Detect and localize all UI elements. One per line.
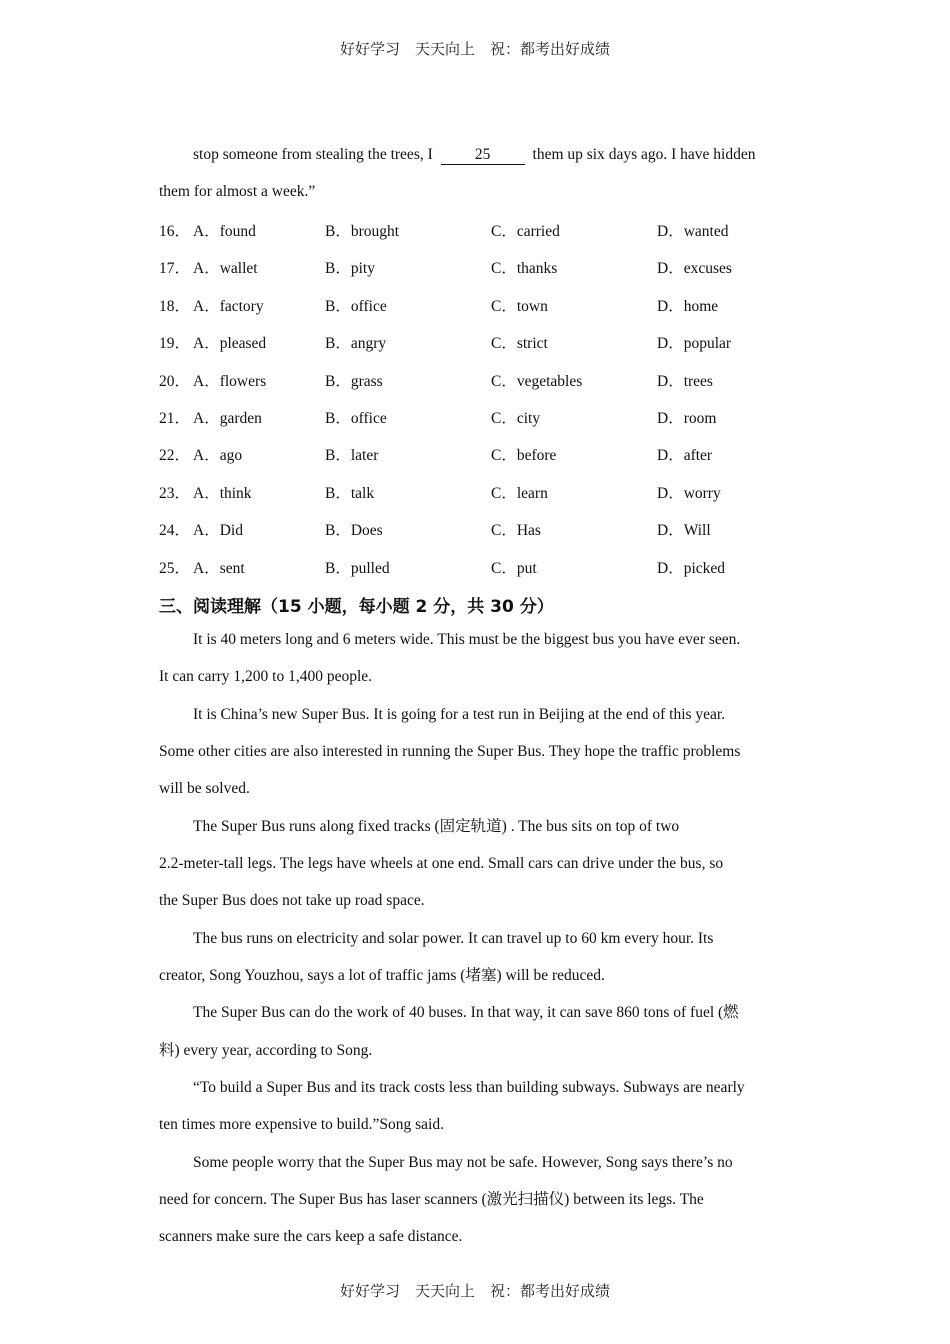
option-a: A．factory [193, 298, 264, 315]
question-number: 21． [159, 410, 191, 427]
option-c: C．carried [491, 223, 560, 240]
option-b: B．talk [325, 485, 375, 502]
question-row [159, 294, 819, 316]
reading-line: creator, Song Youzhou, says a lot of traffic jams (堵塞) will be reduced. [159, 967, 605, 984]
question-row [159, 331, 819, 353]
option-b: B．grass [325, 373, 383, 390]
question-number: 18． [159, 298, 191, 315]
option-a: A．sent [193, 560, 245, 577]
question-number: 20． [159, 373, 191, 390]
option-a: A．wallet [193, 260, 258, 277]
question-row [159, 443, 819, 465]
reading-line: scanners make sure the cars keep a safe distance. [159, 1228, 463, 1245]
option-a: A．think [193, 485, 252, 502]
reading-line: the Super Bus does not take up road space. [159, 892, 425, 909]
section-heading: 三、阅读理解（15 小题，每小题 2 分，共 30 分） [159, 597, 554, 617]
option-a: A．Did [193, 522, 243, 539]
option-a: A．flowers [193, 373, 267, 390]
reading-line: 2.2-meter-tall legs. The legs have wheels at one end. Small cars can drive under the bus, so [159, 855, 724, 872]
reading-line: It is 40 meters long and 6 meters wide. This must be the biggest bus you have ever seen. [193, 631, 741, 648]
option-a: A．found [193, 223, 256, 240]
question-number: 17． [159, 260, 191, 277]
option-d: D．room [657, 410, 717, 427]
question-number: 24． [159, 522, 191, 539]
option-d: D．home [657, 298, 719, 315]
reading-line: 料) every year, according to Song. [159, 1042, 373, 1059]
question-row [159, 481, 819, 503]
option-d: D．popular [657, 335, 732, 352]
reading-line: need for concern. The Super Bus has laser scanners (激光扫描仪) between its legs. The [159, 1191, 704, 1208]
option-c: C．before [491, 447, 557, 464]
reading-line: ten times more expensive to build.”Song said. [159, 1116, 444, 1133]
option-c: C．put [491, 560, 537, 577]
option-d: D．trees [657, 373, 713, 390]
reading-line: It can carry 1,200 to 1,400 people. [159, 668, 373, 685]
option-b: B．angry [325, 335, 387, 352]
option-c: C．strict [491, 335, 548, 352]
option-b: B．office [325, 298, 387, 315]
page-header: 好好学习 天天向上 祝：都考出好成绩 [339, 40, 610, 58]
option-d: D．Will [657, 522, 711, 539]
option-d: D．picked [657, 560, 726, 577]
option-b: B．pity [325, 260, 375, 277]
page-footer: 好好学习 天天向上 祝：都考出好成绩 [339, 1282, 610, 1300]
cloze-line-1 [193, 145, 756, 165]
question-number: 23． [159, 485, 191, 502]
question-number: 25． [159, 560, 191, 577]
option-b: B．Does [325, 522, 383, 539]
question-number: 19． [159, 335, 191, 352]
option-d: D．excuses [657, 260, 732, 277]
option-b: B．office [325, 410, 387, 427]
reading-line: will be solved. [159, 780, 250, 797]
option-b: B．pulled [325, 560, 390, 577]
cloze-blank-25: 25 [441, 146, 525, 165]
option-d: D．after [657, 447, 713, 464]
option-c: C．thanks [491, 260, 558, 277]
question-number: 22． [159, 447, 191, 464]
question-row [159, 406, 819, 428]
question-row [159, 556, 819, 578]
option-c: C．learn [491, 485, 548, 502]
reading-line: The bus runs on electricity and solar power. It can travel up to 60 km every hour. Its [193, 930, 714, 947]
question-row [159, 369, 819, 391]
reading-line: Some other cities are also interested in running the Super Bus. They hope the traffic problems [159, 743, 741, 760]
question-number: 16． [159, 223, 191, 240]
option-b: B．later [325, 447, 379, 464]
option-c: C．vegetables [491, 373, 583, 390]
cloze-line-2: them for almost a week.” [159, 183, 316, 200]
option-d: D．worry [657, 485, 721, 502]
reading-line: “To build a Super Bus and its track costs less than building subways. Subways are nearly [193, 1079, 745, 1096]
option-a: A．pleased [193, 335, 267, 352]
cloze-text-before: stop someone from stealing the trees, I [193, 146, 433, 163]
option-c: C．city [491, 410, 541, 427]
option-c: C．Has [491, 522, 541, 539]
option-a: A．ago [193, 447, 243, 464]
reading-line: The Super Bus can do the work of 40 buses. In that way, it can save 860 tons of fuel (燃 [193, 1004, 739, 1021]
cloze-text-after: them up six days ago. I have hidden [532, 146, 756, 163]
option-c: C．town [491, 298, 548, 315]
reading-line: Some people worry that the Super Bus may not be safe. However, Song says there’s no [193, 1154, 733, 1171]
reading-line: The Super Bus runs along fixed tracks (固定轨道) . The bus sits on top of two [193, 818, 680, 835]
question-row [159, 219, 819, 241]
option-b: B．brought [325, 223, 400, 240]
option-a: A．garden [193, 410, 262, 427]
reading-line: It is China’s new Super Bus. It is going for a test run in Beijing at the end of this year. [193, 706, 726, 723]
question-row [159, 518, 819, 540]
option-d: D．wanted [657, 223, 729, 240]
question-row [159, 256, 819, 278]
